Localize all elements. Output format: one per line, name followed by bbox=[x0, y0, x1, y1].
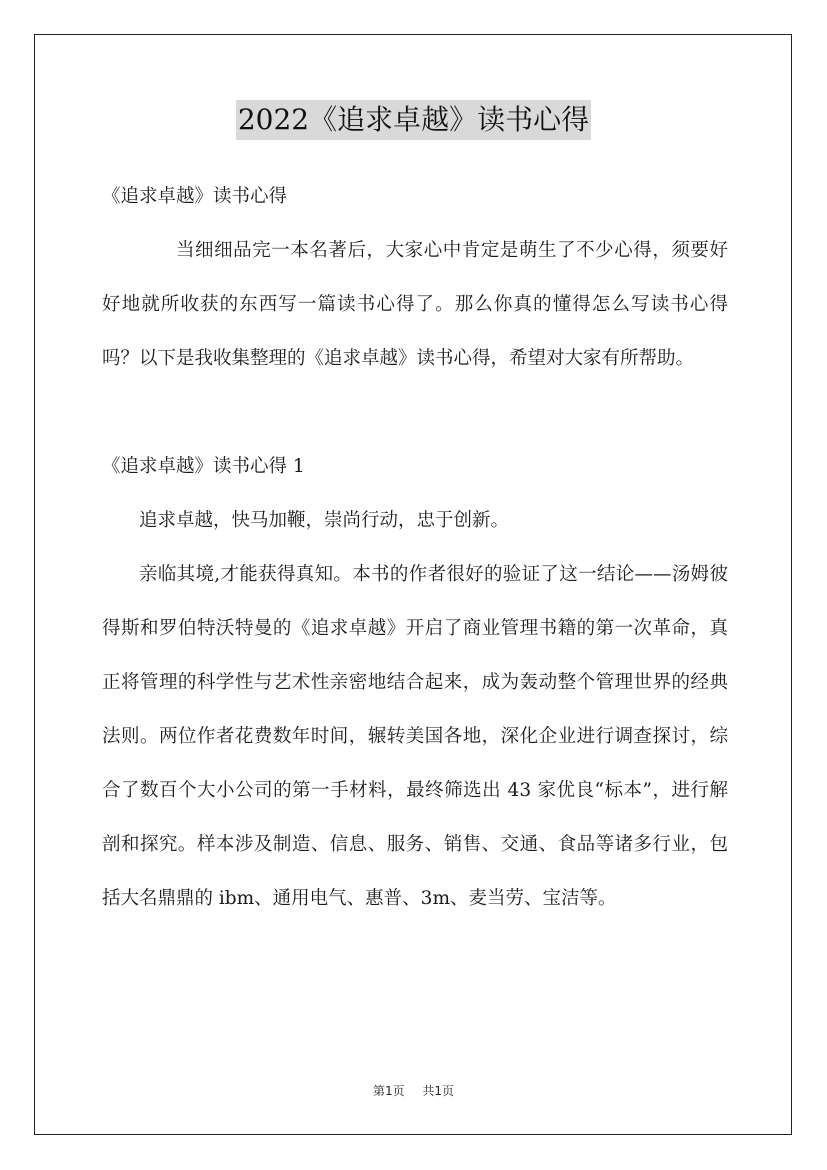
section-heading: 《追求卓越》读书心得 1 bbox=[102, 456, 305, 477]
page-number-total: 共1页 bbox=[422, 1084, 454, 1098]
page-footer bbox=[0, 1082, 827, 1100]
body-paragraph: 亲临其境,才能获得真知。本书的作者很好的验证了这一结论——汤姆彼得斯和罗伯特沃特曼的《追求卓越》开启了商业管理书籍的第一次革命，真正将管理的科学性与艺术性亲密地结合起来，成为轰动整个管理世界的经典法则。两位作者花费数年时间，辗转美国各地，深化企业进行调查探讨，综合了数百个大小公司的第一手材料，最终筛选出 43 家优良“标本”，进行解剖和探究。样本涉及制造、信息、服务、销售、交通、食品等诸多行业，包括大名鼎鼎的 ibm、通用电气、惠普、3m、麦当劳、宝洁等。 bbox=[102, 564, 728, 909]
section-heading: 《追求卓越》读书心得 bbox=[102, 186, 288, 207]
page-number-current: 第1页 bbox=[373, 1084, 405, 1098]
body-paragraph: 追求卓越，快马加鞭，崇尚行动，忠于创新。 bbox=[139, 510, 510, 531]
paragraph-spacer bbox=[102, 386, 728, 440]
intro-paragraph: 当细细品完一本名著后，大家心中肯定是萌生了不少心得，须要好好地就所收获的东西写一篇读书心得了。那么你真的懂得怎么写读书心得吗？以下是我收集整理的《追求卓越》读书心得，希望对大家有所帮助。 bbox=[102, 240, 728, 369]
document-title: 2022《追求卓越》读书心得 bbox=[236, 100, 591, 140]
title-container bbox=[0, 100, 827, 140]
document-body bbox=[102, 170, 728, 926]
